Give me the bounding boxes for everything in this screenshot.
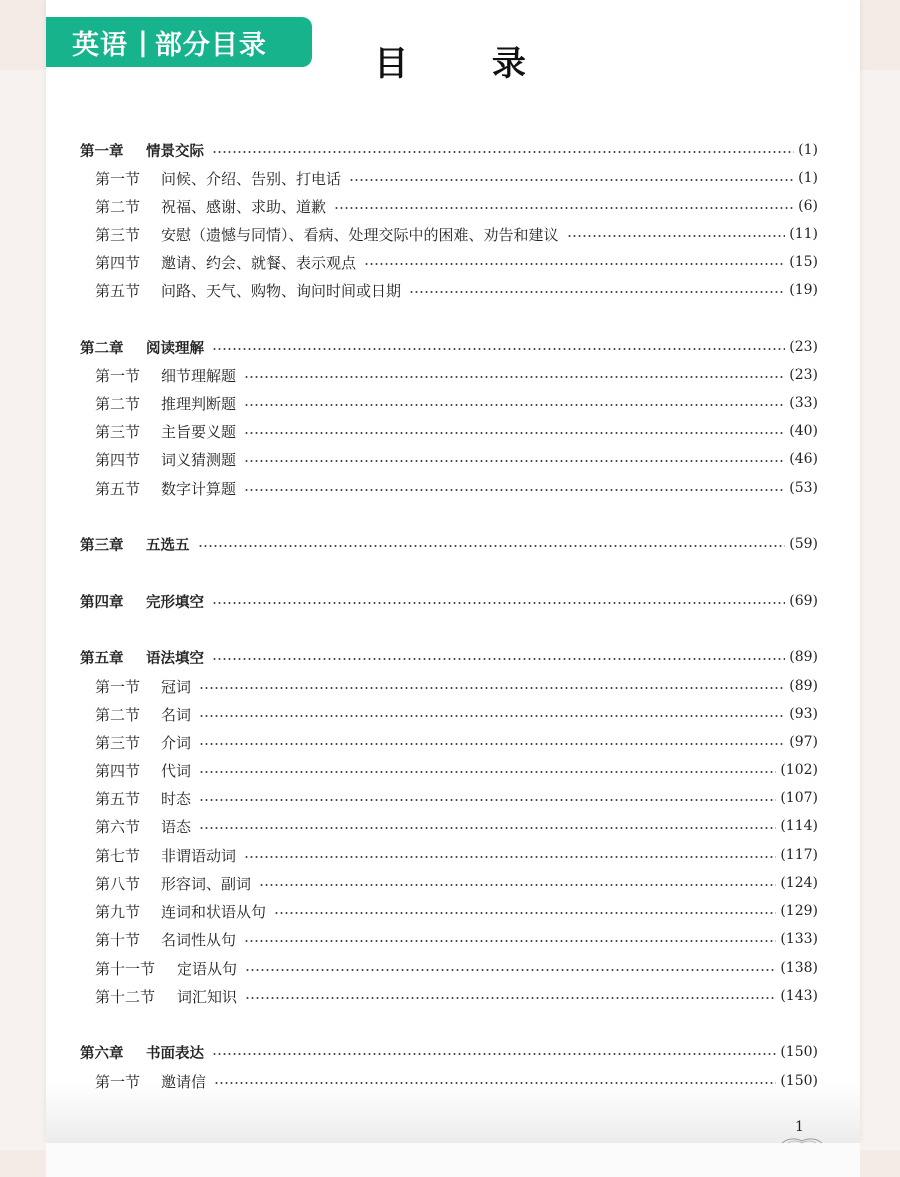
dot-leader bbox=[198, 545, 786, 547]
dot-leader bbox=[244, 376, 785, 378]
toc-section-row[interactable] bbox=[95, 787, 818, 809]
toc-page-number: (150) bbox=[780, 1044, 818, 1060]
toc-chapter-row[interactable] bbox=[80, 1041, 818, 1063]
toc-page-number: (69) bbox=[789, 593, 818, 609]
toc-page-number: (129) bbox=[780, 903, 818, 919]
toc-chapter-row[interactable] bbox=[80, 590, 818, 612]
dot-leader bbox=[212, 151, 794, 153]
badge-separator: | bbox=[138, 26, 149, 58]
section-number: 第五节 bbox=[95, 281, 141, 300]
section-title: 冠词 bbox=[161, 677, 192, 696]
chapter-title: 情景交际 bbox=[146, 143, 204, 160]
section-number: 第四节 bbox=[95, 761, 141, 780]
toc-page-number: (117) bbox=[780, 847, 818, 863]
chapter-number: 第二章 bbox=[80, 340, 124, 357]
toc-page-number: (23) bbox=[789, 339, 818, 355]
chapter-number: 第一章 bbox=[80, 143, 124, 160]
section-title: 定语从句 bbox=[177, 959, 238, 978]
section-title: 连词和状语从句 bbox=[161, 902, 267, 921]
chapter-number: 第六章 bbox=[80, 1045, 124, 1062]
dot-leader bbox=[334, 207, 794, 209]
section-number: 第三节 bbox=[95, 225, 141, 244]
section-title: 数字计算题 bbox=[161, 479, 237, 498]
section-number: 第四节 bbox=[95, 450, 141, 469]
dot-leader bbox=[244, 432, 785, 434]
section-title: 推理判断题 bbox=[161, 394, 237, 413]
page-number: 1 bbox=[795, 1119, 804, 1135]
dot-leader bbox=[212, 602, 785, 604]
section-number: 第三节 bbox=[95, 422, 141, 441]
toc-section-row[interactable] bbox=[95, 985, 818, 1007]
toc-section-row[interactable] bbox=[95, 223, 818, 245]
section-number: 第五节 bbox=[95, 479, 141, 498]
dot-leader bbox=[199, 687, 785, 689]
section-title: 安慰（遗憾与同情）、看病、处理交际中的困难、劝告和建议 bbox=[161, 225, 559, 244]
toc-page-number: (114) bbox=[780, 818, 818, 834]
section-number: 第十二节 bbox=[95, 987, 156, 1006]
dot-leader bbox=[349, 179, 794, 181]
section-number: 第九节 bbox=[95, 902, 141, 921]
badge-label: 部分目录 bbox=[154, 29, 267, 61]
toc-page-number: (15) bbox=[789, 254, 818, 270]
dot-leader bbox=[244, 489, 785, 491]
chapter-title: 语法填空 bbox=[146, 650, 204, 667]
toc-section-row[interactable] bbox=[95, 1070, 818, 1092]
toc-section-row[interactable] bbox=[95, 675, 818, 697]
dot-leader bbox=[364, 263, 785, 265]
toc-section-row[interactable] bbox=[95, 731, 818, 753]
footer-ornament-icon bbox=[780, 1135, 824, 1145]
dot-leader bbox=[199, 715, 785, 717]
dot-leader bbox=[567, 235, 786, 237]
chapter-number: 第四章 bbox=[80, 594, 124, 611]
toc-chapter-row[interactable] bbox=[80, 336, 818, 358]
toc-section-row[interactable] bbox=[95, 251, 818, 273]
section-title: 形容词、副词 bbox=[161, 874, 252, 893]
section-title: 邀请信 bbox=[161, 1072, 207, 1091]
toc-page-number: (23) bbox=[789, 367, 818, 383]
toc-chapter-row[interactable] bbox=[80, 139, 818, 161]
section-title: 代词 bbox=[161, 761, 192, 780]
section-number: 第一节 bbox=[95, 677, 141, 696]
toc-page-number: (89) bbox=[789, 678, 818, 694]
section-number: 第四节 bbox=[95, 253, 141, 272]
section-number: 第八节 bbox=[95, 874, 141, 893]
toc-page-number: (40) bbox=[789, 423, 818, 439]
dot-leader bbox=[199, 799, 776, 801]
toc-page-number: (53) bbox=[789, 480, 818, 496]
section-title: 名词 bbox=[161, 705, 192, 724]
toc-page-number: (33) bbox=[789, 395, 818, 411]
toc-section-row[interactable] bbox=[95, 815, 818, 837]
toc-page-number: (143) bbox=[780, 988, 818, 1004]
chapter-title: 完形填空 bbox=[146, 594, 204, 611]
dot-leader bbox=[199, 743, 785, 745]
dot-leader bbox=[409, 291, 785, 293]
section-title: 祝福、感谢、求助、道歉 bbox=[161, 197, 327, 216]
section-title: 问路、天气、购物、询问时间或日期 bbox=[161, 281, 402, 300]
toc-page-number: (107) bbox=[780, 790, 818, 806]
toc-section-row[interactable] bbox=[95, 759, 818, 781]
section-title: 邀请、约会、就餐、表示观点 bbox=[161, 253, 357, 272]
toc-page-number: (59) bbox=[789, 536, 818, 552]
toc-chapter-row[interactable] bbox=[80, 533, 818, 555]
section-number: 第六节 bbox=[95, 817, 141, 836]
dot-leader bbox=[244, 940, 776, 942]
toc-page-number: (89) bbox=[789, 649, 818, 665]
dot-leader bbox=[274, 912, 776, 914]
dot-leader bbox=[244, 404, 785, 406]
toc-page-number: (1) bbox=[798, 142, 818, 158]
section-title: 介词 bbox=[161, 733, 192, 752]
section-number: 第二节 bbox=[95, 705, 141, 724]
toc-page-number: (150) bbox=[780, 1073, 818, 1089]
section-title: 词义猜测题 bbox=[161, 450, 237, 469]
section-number: 第一节 bbox=[95, 1072, 141, 1091]
dot-leader bbox=[245, 969, 776, 971]
page-title: 目 录 bbox=[374, 44, 562, 84]
section-title: 词汇知识 bbox=[177, 987, 238, 1006]
dot-leader bbox=[212, 348, 785, 350]
toc-chapter-row[interactable] bbox=[80, 646, 818, 668]
toc-page-number: (11) bbox=[789, 226, 818, 242]
toc-page-number: (6) bbox=[798, 198, 818, 214]
badge-subject: 英语 bbox=[72, 29, 128, 61]
section-title: 非谓语动词 bbox=[161, 846, 237, 865]
section-number: 第十节 bbox=[95, 930, 141, 949]
section-title: 语态 bbox=[161, 817, 192, 836]
section-number: 第七节 bbox=[95, 846, 141, 865]
toc-page-number: (93) bbox=[789, 706, 818, 722]
chapter-title: 书面表达 bbox=[146, 1045, 204, 1062]
section-number: 第一节 bbox=[95, 366, 141, 385]
dot-leader bbox=[199, 771, 776, 773]
dot-leader bbox=[244, 460, 785, 462]
toc-section-row[interactable] bbox=[95, 279, 818, 301]
section-number: 第二节 bbox=[95, 197, 141, 216]
dot-leader bbox=[245, 997, 776, 999]
toc-page-number: (46) bbox=[789, 451, 818, 467]
toc-page-number: (138) bbox=[780, 960, 818, 976]
toc-section-row[interactable] bbox=[95, 900, 818, 922]
section-title: 主旨要义题 bbox=[161, 422, 237, 441]
dot-leader bbox=[244, 856, 776, 858]
section-number: 第三节 bbox=[95, 733, 141, 752]
chapter-number: 第五章 bbox=[80, 650, 124, 667]
toc-section-row[interactable] bbox=[95, 957, 818, 979]
toc-section-row[interactable] bbox=[95, 364, 818, 386]
dot-leader bbox=[212, 1053, 776, 1055]
dot-leader bbox=[259, 884, 776, 886]
section-number: 第五节 bbox=[95, 789, 141, 808]
toc-section-row[interactable] bbox=[95, 420, 818, 442]
dot-leader bbox=[214, 1082, 776, 1084]
section-number: 第二节 bbox=[95, 394, 141, 413]
chapter-title: 阅读理解 bbox=[146, 340, 204, 357]
chapter-title: 五选五 bbox=[146, 537, 190, 554]
toc-page-number: (133) bbox=[780, 931, 818, 947]
toc-section-row[interactable] bbox=[95, 167, 818, 189]
section-title: 问候、介绍、告别、打电话 bbox=[161, 169, 342, 188]
toc-page-number: (97) bbox=[789, 734, 818, 750]
toc-section-row[interactable] bbox=[95, 872, 818, 894]
toc-page-number: (102) bbox=[780, 762, 818, 778]
section-number: 第一节 bbox=[95, 169, 141, 188]
toc-section-row[interactable] bbox=[95, 392, 818, 414]
toc-section-row[interactable] bbox=[95, 477, 818, 499]
section-number: 第十一节 bbox=[95, 959, 156, 978]
chapter-number: 第三章 bbox=[80, 537, 124, 554]
section-title: 细节理解题 bbox=[161, 366, 237, 385]
toc-page-number: (19) bbox=[789, 282, 818, 298]
dot-leader bbox=[212, 658, 785, 660]
section-title: 名词性从句 bbox=[161, 930, 237, 949]
toc-section-row[interactable] bbox=[95, 844, 818, 866]
toc-section-row[interactable] bbox=[95, 195, 818, 217]
dot-leader bbox=[199, 827, 776, 829]
section-title: 时态 bbox=[161, 789, 192, 808]
toc-page-number: (124) bbox=[780, 875, 818, 891]
toc-section-row[interactable] bbox=[95, 448, 818, 470]
toc-section-row[interactable] bbox=[95, 928, 818, 950]
toc-page-number: (1) bbox=[798, 170, 818, 186]
toc-section-row[interactable] bbox=[95, 703, 818, 725]
